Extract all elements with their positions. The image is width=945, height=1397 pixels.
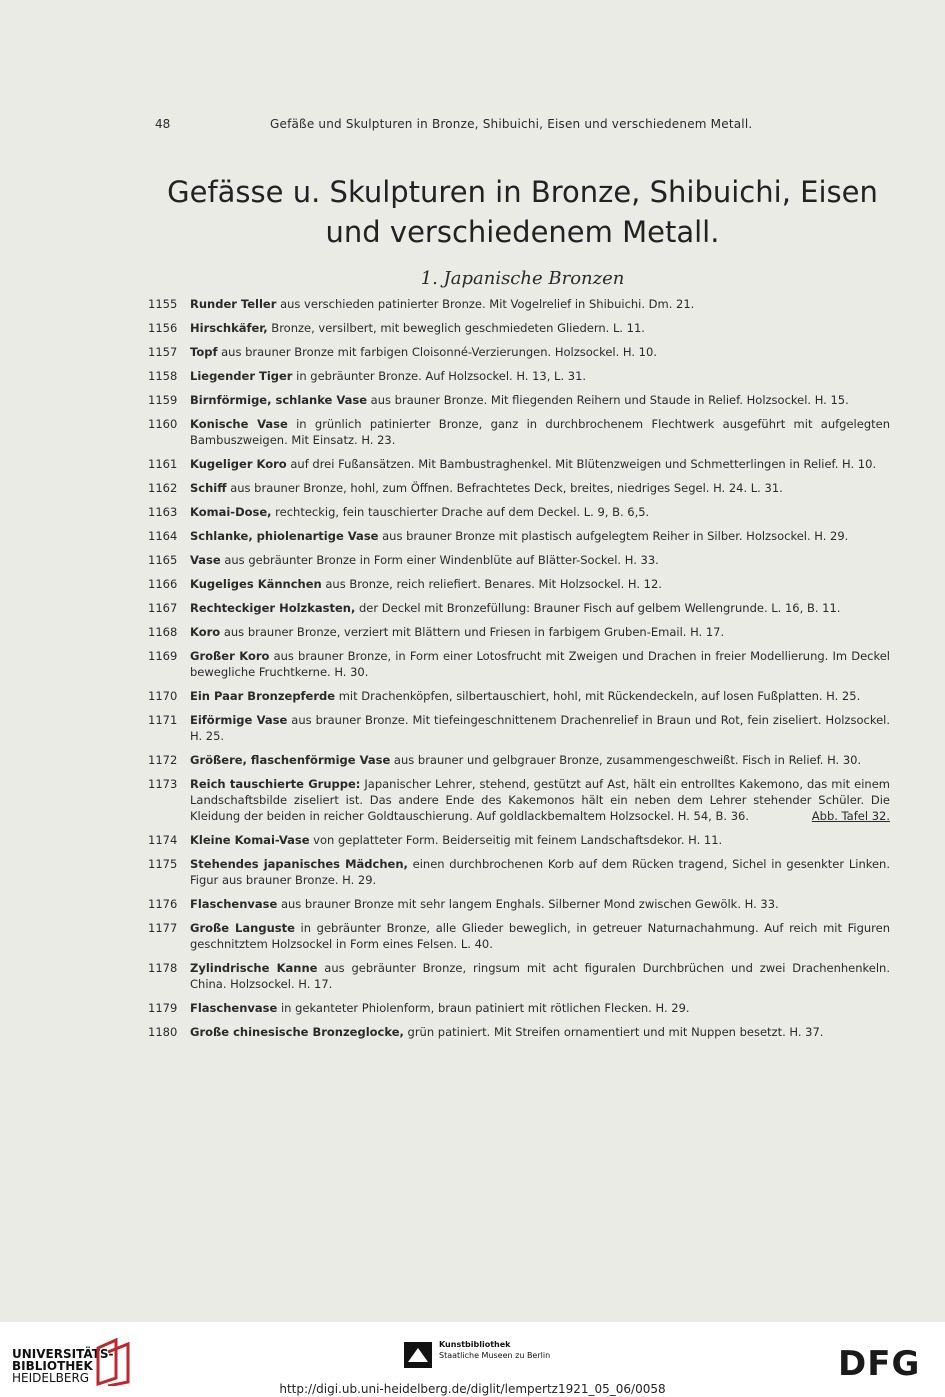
entry-body [190, 320, 890, 336]
entry-body [190, 752, 890, 768]
entry-body [190, 552, 890, 568]
main-title-line-2: und verschiedenem Metall. [325, 215, 720, 249]
entry-number: 1174 [148, 833, 178, 847]
entry-name: Kleine Komai-Vase [190, 833, 310, 847]
entry-body [190, 896, 890, 912]
main-title-line-1: Gefässe u. Skulpturen in Bronze, Shibuichi, Eisen [167, 175, 878, 209]
entry-description: in grünlich patinierter Bronze, ganz in durchbrochenem Flechtwerk ausgeführt mit aufgelegten Bambuszweigen. Mit Einsatz. H. 23. [190, 417, 890, 447]
entry-body [190, 920, 890, 952]
catalog-entry [148, 856, 890, 888]
running-head [0, 117, 945, 133]
catalog-entry [148, 896, 890, 912]
entry-number: 1165 [148, 553, 178, 567]
entry-description: in gebräunter Bronze. Auf Holzsockel. H. 13, L. 31. [292, 369, 587, 383]
entry-number: 1156 [148, 321, 178, 335]
ub-logo-line-1: UNIVERSITÄTS- [12, 1347, 114, 1361]
kunstbibliothek-logo[interactable] [439, 1339, 550, 1361]
page-number: 48 [155, 117, 171, 131]
entry-description: aus brauner Bronze, verziert mit Blättern und Friesen in farbigem Gruben-Email. H. 17. [220, 625, 725, 639]
catalog-entry [148, 1000, 890, 1016]
entry-number: 1173 [148, 777, 178, 791]
entry-description: aus verschieden patinierter Bronze. Mit Vogelrelief in Shibuichi. Dm. 21. [276, 297, 695, 311]
entry-description: aus brauner Bronze mit sehr langem Enghals. Silberner Mond zwischen Gewölk. H. 33. [277, 897, 779, 911]
catalog-entry [148, 552, 890, 568]
entry-number: 1163 [148, 505, 178, 519]
section-title: 1. Japanische Bronzen [420, 268, 625, 289]
entry-name: Kugeliges Kännchen [190, 577, 322, 591]
entry-number: 1178 [148, 961, 178, 975]
entry-name: Stehendes japanisches Mädchen, [190, 857, 408, 871]
catalog-entry [148, 960, 890, 992]
catalog-entry [148, 624, 890, 640]
entry-body [190, 1000, 890, 1016]
entry-name: Ein Paar Bronzepferde [190, 689, 336, 703]
entry-name: Birnförmige, schlanke Vase [190, 393, 368, 407]
catalog-entry [148, 776, 890, 824]
entry-body [190, 832, 890, 848]
catalog-entry [148, 296, 890, 312]
entry-body [190, 296, 890, 312]
entry-name: Schiff [190, 481, 227, 495]
entry-number: 1177 [148, 921, 178, 935]
entry-body [190, 624, 890, 640]
entry-description: aus brauner Bronze mit plastisch aufgelegtem Reiher in Silber. Holzsockel. H. 29. [378, 529, 849, 543]
entry-number: 1166 [148, 577, 178, 591]
entry-description: Japanischer Lehrer, stehend, gestützt auf Ast, hält ein entrolltes Kakemono, das mit einem Landschaftsbilde ziseliert ist. Das andere Ende des Kakemonos hält ein neben dem Lehrer stehender Schüler. Die Kleidung der beiden in reicher Goldtauschierung. Auf goldlackbemaltem Holzsockel. H. 54, B. 36. [190, 777, 890, 823]
entry-name: Große chinesische Bronzeglocke, [190, 1025, 404, 1039]
entry-body [190, 392, 890, 408]
entry-name: Eiförmige Vase [190, 713, 288, 727]
entry-name: Hirschkäfer, [190, 321, 268, 335]
entry-body [190, 1024, 890, 1040]
entry-number: 1169 [148, 649, 178, 663]
catalog-entry [148, 368, 890, 384]
entry-name: Flaschenvase [190, 897, 278, 911]
entry-number: 1168 [148, 625, 178, 639]
main-title [110, 172, 935, 252]
kb-line-1: Kunstbibliothek [439, 1340, 511, 1349]
entry-description: aus gebräunter Bronze in Form einer Windenblüte auf Blätter-Sockel. H. 33. [220, 553, 659, 567]
entry-body [190, 416, 890, 448]
entry-number: 1175 [148, 857, 178, 871]
entry-name: Zylindrische Kanne [190, 961, 318, 975]
entry-body [190, 528, 890, 544]
entry-description: aus brauner Bronze, hohl, zum Öffnen. Befrachtetes Deck, breites, niedriges Segel. H. 24. L. 31. [226, 481, 783, 495]
catalog-entry [148, 528, 890, 544]
entry-number: 1162 [148, 481, 178, 495]
entry-description: der Deckel mit Bronzefüllung: Brauner Fisch auf gelbem Wellengrunde. L. 16, B. 11. [355, 601, 841, 615]
entry-body [190, 776, 890, 824]
entry-description: in gekanteter Phiolenform, braun patiniert mit rötlichen Flecken. H. 29. [277, 1001, 690, 1015]
entry-number: 1176 [148, 897, 178, 911]
catalog-entry [148, 688, 890, 704]
entry-body [190, 712, 890, 744]
catalog-entry [148, 920, 890, 952]
entry-body [190, 344, 890, 360]
entry-description: grün patiniert. Mit Streifen ornamentiert und mit Nuppen besetzt. H. 37. [403, 1025, 824, 1039]
catalog-entry [148, 480, 890, 496]
footer-bar [0, 1322, 945, 1397]
entry-name: Liegender Tiger [190, 369, 293, 383]
entry-description: rechteckig, fein tauschierter Drache auf dem Deckel. L. 9, B. 6,5. [271, 505, 650, 519]
catalog-entry [148, 344, 890, 360]
catalog-entry [148, 648, 890, 680]
entry-name: Rechteckiger Holzkasten, [190, 601, 356, 615]
permalink-url[interactable]: http://digi.ub.uni-heidelberg.de/diglit/lempertz1921_05_06/0058 [279, 1382, 666, 1396]
entry-body [190, 856, 890, 888]
entry-name: Kugeliger Koro [190, 457, 287, 471]
catalog-entry [148, 416, 890, 448]
entry-name: Konische Vase [190, 417, 288, 431]
entry-body [190, 480, 890, 496]
entry-name: Flaschenvase [190, 1001, 278, 1015]
entry-description: in gebräunter Bronze, alle Glieder beweglich, in getreuer Naturnachahmung. Auf reich mit Figuren geschnitztem Holzsockel in Form eines Felsen. L. 40. [190, 921, 891, 951]
catalog-entries [148, 296, 890, 1048]
dfg-logo[interactable]: DFG [838, 1344, 921, 1384]
ub-logo-line-2: BIBLIOTHEK [12, 1359, 93, 1373]
entry-number: 1155 [148, 297, 178, 311]
entry-description: einen durchbrochenen Korb auf dem Rücken tragend, Sichel in gesenkter Linken. Figur aus brauner Bronze. H. 29. [190, 857, 891, 887]
entry-number: 1164 [148, 529, 178, 543]
entry-description: aus Bronze, reich reliefiert. Benares. Mit Holzsockel. H. 12. [321, 577, 662, 591]
catalog-entry [148, 752, 890, 768]
entry-description: aus brauner Bronze. Mit tiefeingeschnittenem Drachenrelief in Braun und Rot, fein ziseliert. Holzsockel. H. 25. [190, 713, 890, 743]
catalog-entry [148, 600, 890, 616]
entry-number: 1171 [148, 713, 178, 727]
catalog-entry [148, 832, 890, 848]
catalog-entry [148, 320, 890, 336]
entry-body [190, 648, 890, 680]
ub-logo-line-3: HEIDELBERG [12, 1371, 90, 1385]
entry-name: Große Languste [190, 921, 295, 935]
entry-number: 1170 [148, 689, 178, 703]
entry-body [190, 576, 890, 592]
entry-number: 1180 [148, 1025, 178, 1039]
entry-name: Vase [190, 553, 221, 567]
entry-number: 1160 [148, 417, 178, 431]
entry-body [190, 456, 890, 472]
plate-reference: Abb. Tafel 32. [811, 809, 890, 823]
catalog-entry [148, 1024, 890, 1040]
entry-name: Schlanke, phiolenartige Vase [190, 529, 379, 543]
running-head-title: Gefäße und Skulpturen in Bronze, Shibuichi, Eisen und verschiedenem Metall. [270, 117, 753, 131]
entry-number: 1158 [148, 369, 178, 383]
entry-name: Runder Teller [190, 297, 277, 311]
entry-number: 1167 [148, 601, 178, 615]
ub-emblem-icon [94, 1338, 132, 1386]
entry-body [190, 504, 890, 520]
entry-name: Koro [190, 625, 221, 639]
entry-body [190, 600, 890, 616]
entry-name: Großer Koro [190, 649, 270, 663]
entry-description: aus brauner und gelbgrauer Bronze, zusammengeschweißt. Fisch in Relief. H. 30. [390, 753, 862, 767]
entry-number: 1157 [148, 345, 178, 359]
entry-description: auf drei Fußansätzen. Mit Bambustraghenkel. Mit Blütenzweigen und Schmetterlingen in Relief. H. 10. [286, 457, 877, 471]
entry-name: Reich tauschierte Gruppe: [190, 777, 361, 791]
entry-description: von geplatteter Form. Beiderseitig mit feinem Landschaftsdekor. H. 11. [309, 833, 723, 847]
entry-name: Größere, flaschenförmige Vase [190, 753, 391, 767]
entry-body [190, 960, 890, 992]
entry-description: aus gebräunter Bronze, ringsum mit acht figuralen Durchbrüchen und zwei Drachenhenkeln. China. Holzsockel. H. 17. [190, 961, 891, 991]
catalog-entry [148, 392, 890, 408]
catalog-entry [148, 712, 890, 744]
catalog-entry [148, 504, 890, 520]
entry-name: Topf [190, 345, 218, 359]
entry-number: 1172 [148, 753, 178, 767]
entry-body [190, 368, 890, 384]
catalog-entry [148, 576, 890, 592]
entry-number: 1179 [148, 1001, 178, 1015]
entry-description: aus brauner Bronze. Mit fliegenden Reihern und Staude in Relief. Holzsockel. H. 15. [367, 393, 849, 407]
entry-description: aus brauner Bronze, in Form einer Lotosfrucht mit Zweigen und Drachen in freier Modellierung. Im Deckel bewegliche Fruchtkerne. H. 30. [190, 649, 890, 679]
entry-description: Bronze, versilbert, mit beweglich geschmiedeten Gliedern. L. 11. [267, 321, 645, 335]
kb-line-2: Staatliche Museen zu Berlin [439, 1351, 551, 1360]
entry-number: 1159 [148, 393, 178, 407]
entry-body [190, 688, 890, 704]
entry-number: 1161 [148, 457, 178, 471]
catalog-entry [148, 456, 890, 472]
entry-description: mit Drachenköpfen, silbertauschiert, hohl, mit Rückendeckeln, auf losen Fußplatten. H. 25. [335, 689, 861, 703]
entry-description: aus brauner Bronze mit farbigen Cloisonné-Verzierungen. Holzsockel. H. 10. [217, 345, 657, 359]
entry-name: Komai-Dose, [190, 505, 272, 519]
kunstbibliothek-icon [404, 1342, 432, 1368]
